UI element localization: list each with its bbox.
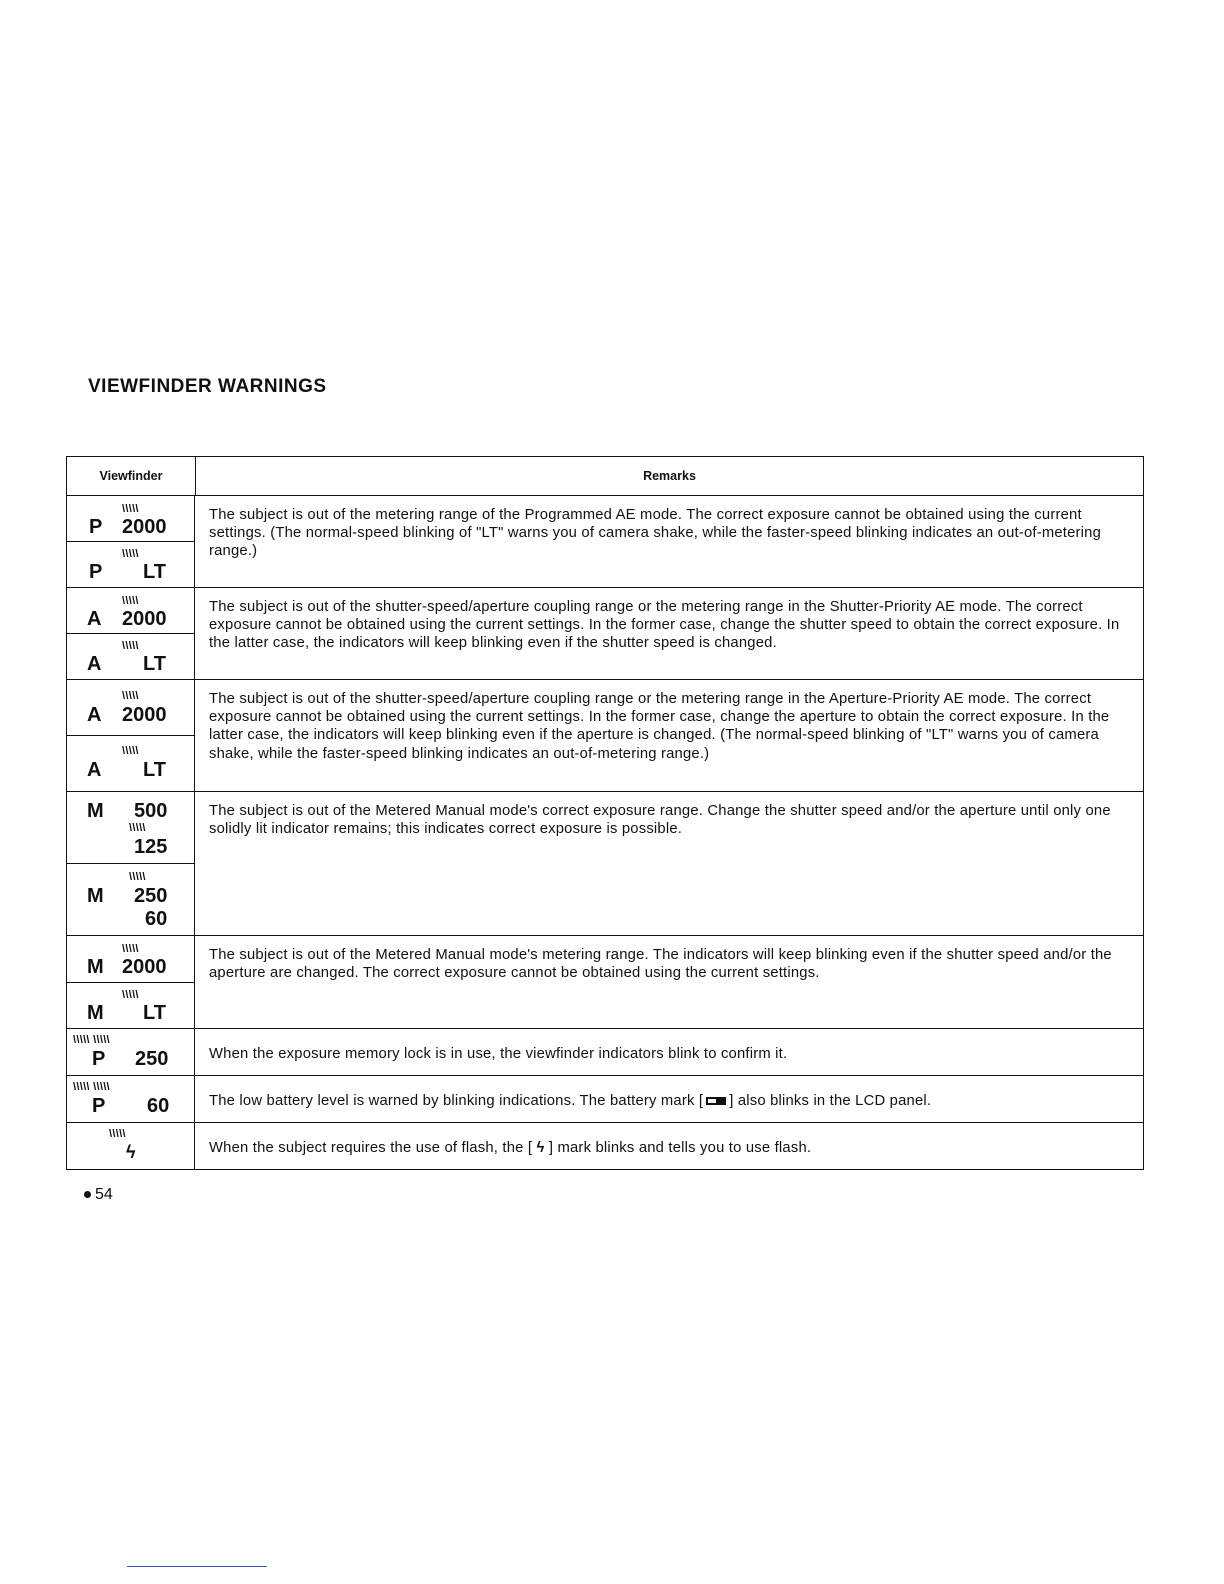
- viewfinder-cell: [67, 680, 195, 791]
- mode-letter: M: [87, 956, 104, 978]
- mode-letter: A: [87, 704, 102, 726]
- mode-letter: P: [92, 1048, 106, 1070]
- mode-letter: M: [87, 1001, 104, 1024]
- viewfinder-display: [67, 542, 194, 587]
- mode-letter: M: [87, 800, 104, 822]
- table-row: [67, 496, 1143, 588]
- blink-indicator-icon: \\\\\: [129, 822, 146, 834]
- flash-icon: ϟ: [126, 1142, 136, 1162]
- display-value: 250: [134, 885, 168, 907]
- viewfinder-display: [67, 1123, 194, 1169]
- mode-letter: P: [89, 561, 103, 583]
- viewfinder-display: [67, 680, 194, 736]
- display-value: 2000: [122, 608, 167, 630]
- remark-text-a: When the subject requires the use of flash, the [: [209, 1139, 533, 1156]
- remark-text-b: ] mark blinks and tells you to use flash.: [548, 1139, 812, 1156]
- page-number: [84, 1186, 113, 1204]
- footer-rule: [127, 1566, 267, 1567]
- display-value: LT: [143, 561, 166, 583]
- remark-text: The subject is out of the Metered Manual mode's metering range. The indicators will keep blinking even if the shutter speed and/or the aperture are changed. The correct exposure cannot be obtained using the current settings.: [209, 947, 1112, 982]
- display-value: 2000: [122, 956, 167, 978]
- table-row: [67, 1076, 1143, 1123]
- remark-text-content: When the exposure memory lock is in use, the viewfinder indicators blink to confirm it.: [209, 1045, 788, 1062]
- remark-text-a: The low battery level is warned by blinking indications. The battery mark [: [209, 1092, 704, 1109]
- display-value: 500: [134, 800, 168, 822]
- col-header-viewfinder: Viewfinder: [67, 457, 196, 495]
- display-value: 250: [135, 1048, 169, 1070]
- display-value-secondary: 125: [134, 836, 168, 858]
- display-value: LT: [143, 1001, 166, 1024]
- col-header-remarks: Remarks: [643, 469, 696, 483]
- blink-indicator-icon: \\\\\ \\\\\: [73, 1081, 110, 1093]
- table-row: [67, 1029, 1143, 1076]
- display-value: LT: [143, 759, 166, 781]
- remark-text: The subject is out of the metering range of the Programmed AE mode. The correct exposure cannot be obtained using the current settings. (The normal-speed blinking of "LT" warns you of camera shake, while the faster-speed blinking indicates an out-of-metering range.): [209, 507, 1101, 560]
- blink-indicator-icon: \\\\\: [129, 871, 146, 883]
- viewfinder-display: [67, 936, 194, 983]
- battery-icon: [706, 1097, 726, 1105]
- mode-letter: A: [87, 653, 102, 675]
- viewfinder-display: [67, 1076, 194, 1122]
- viewfinder-display: [67, 1029, 194, 1075]
- display-value-secondary: 60: [145, 908, 168, 930]
- viewfinder-cell: [67, 588, 195, 679]
- blink-indicator-icon: \\\\\: [122, 988, 139, 1001]
- mode-letter: M: [87, 885, 104, 907]
- blink-indicator-icon: \\\\\: [109, 1128, 126, 1140]
- flash-mark-icon: ϟ: [536, 1139, 545, 1156]
- viewfinder-cell: [67, 1123, 195, 1169]
- viewfinder-cell: [67, 1076, 195, 1122]
- remark-text: [195, 1076, 1143, 1122]
- display-value: 2000: [122, 704, 167, 726]
- viewfinder-cell: [67, 792, 195, 935]
- viewfinder-cell: [67, 1029, 195, 1075]
- remark-text: The subject is out of the Metered Manual mode's correct exposure range. Change the shutter speed and/or the aperture until only one solidly lit indicator remains; this indicates correct exposure is possible.: [209, 803, 1111, 838]
- display-value: 2000: [122, 516, 167, 538]
- blink-indicator-icon: \\\\\: [122, 640, 139, 652]
- blink-indicator-icon: \\\\\: [122, 690, 139, 702]
- remark-text: [195, 1123, 1143, 1169]
- remark-text: The subject is out of the shutter-speed/aperture coupling range or the metering range in the Shutter-Priority AE mode. The correct exposure cannot be obtained using the current settings. In the former case, change the shutter speed to obtain the correct exposure. In the latter case, the indicators will keep blinking even if the shutter speed is changed.: [209, 599, 1120, 652]
- blink-indicator-icon: \\\\\: [122, 548, 139, 560]
- viewfinder-display: [67, 983, 194, 1029]
- remark-text: The subject is out of the shutter-speed/aperture coupling range or the metering range in the Aperture-Priority AE mode. The correct exposure cannot be obtained using the current settings. In the former case, change the aperture to obtain the correct exposure. In the latter case, the indicators will keep blinking even if the aperture is changed. (The normal-speed blinking of "LT" warns you of camera shake, while the faster-speed blinking indicates an out-of-metering range.): [209, 691, 1110, 762]
- blink-indicator-icon: \\\\\: [122, 745, 139, 757]
- remark-text-b: ] also blinks in the LCD panel.: [729, 1092, 932, 1109]
- table-row: [67, 1123, 1143, 1169]
- viewfinder-cell: [67, 496, 195, 587]
- viewfinder-display: [67, 864, 194, 935]
- table-row: [67, 936, 1143, 1029]
- blink-indicator-icon: \\\\\: [122, 595, 139, 607]
- page-number-text: 54: [95, 1186, 113, 1203]
- viewfinder-display: [67, 792, 194, 864]
- table-header: [67, 457, 1143, 496]
- viewfinder-warnings-table: [66, 456, 1144, 1170]
- mode-letter: P: [89, 516, 103, 538]
- blink-indicator-icon: \\\\\: [122, 503, 139, 515]
- remark-text: [195, 1029, 1143, 1075]
- mode-letter: A: [87, 608, 102, 630]
- viewfinder-display: [67, 588, 194, 634]
- display-value: 60: [147, 1095, 170, 1117]
- mode-letter: A: [87, 759, 102, 781]
- table-row: [67, 588, 1143, 680]
- blink-indicator-icon: \\\\\: [122, 943, 139, 955]
- display-value: LT: [143, 653, 166, 675]
- table-row: [67, 792, 1143, 936]
- blink-indicator-icon: \\\\\ \\\\\: [73, 1034, 110, 1046]
- page-title: VIEWFINDER WARNINGS: [88, 376, 327, 397]
- viewfinder-display: [67, 634, 194, 679]
- bullet-icon: [84, 1191, 91, 1198]
- viewfinder-display: [67, 496, 194, 542]
- viewfinder-cell: [67, 936, 195, 1028]
- table-row: [67, 680, 1143, 792]
- viewfinder-display: [67, 736, 194, 791]
- mode-letter: P: [92, 1095, 106, 1117]
